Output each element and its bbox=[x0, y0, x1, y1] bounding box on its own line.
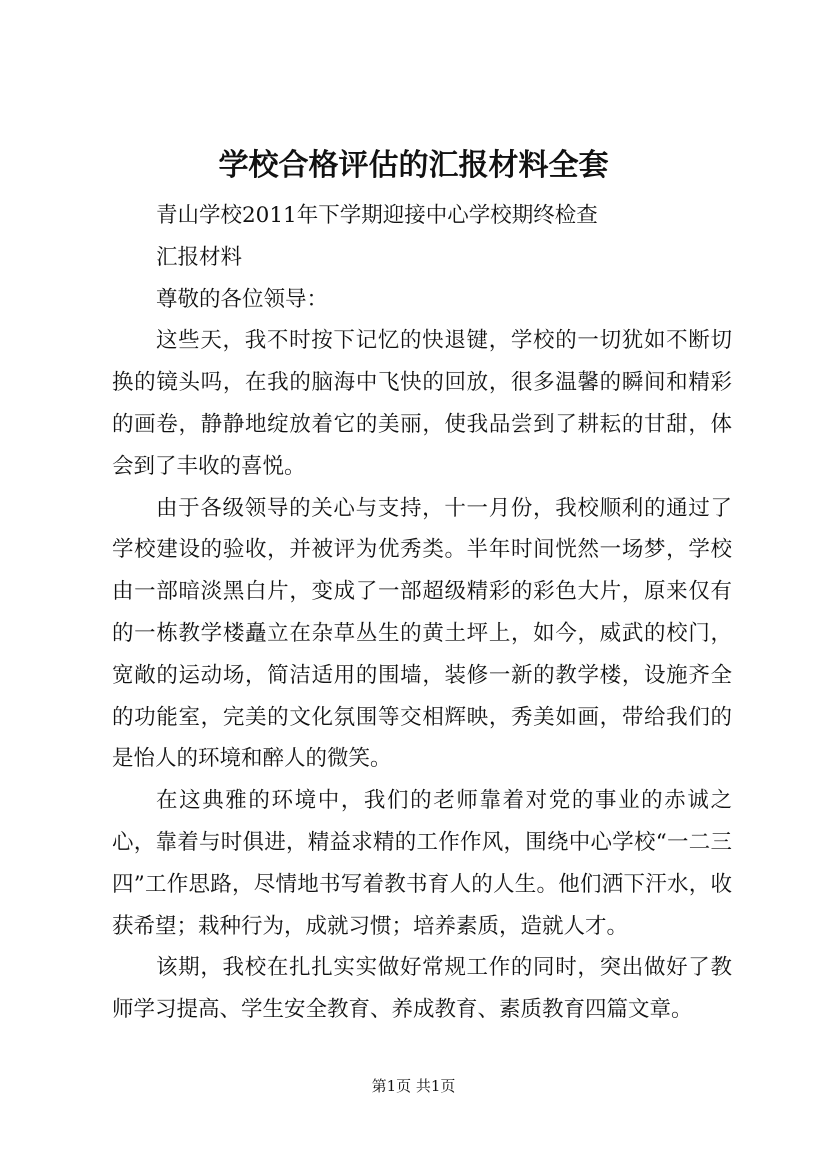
document-title: 学校合格评估的汇报材料全套 bbox=[218, 148, 609, 183]
paragraph-salutation: 尊敬的各位领导： bbox=[156, 286, 329, 312]
paragraph-body-2: 由于各级领导的关心与支持，十一月份，我校顺利的通过了学校建设的验收，并被评为优秀类。半年时间恍然一场梦，学校由一部暗淡黑白片，变成了一部超级精彩的彩色大片，原来仅有的一栋教学楼矗立在杂草丛生的黄土坪上，如今，威武的校门，宽敞的运动场，简洁适用的围墙，装修一新的教学楼，设施齐全的功能室，完美的文化氛围等交相辉映，秀美如画，带给我们的是怡人的环境和醉人的微笑。 bbox=[112, 495, 732, 772]
paragraph-body-1: 这些天，我不时按下记忆的快退键，学校的一切犹如不断切换的镜头吗，在我的脑海中飞快的回放，很多温馨的瞬间和精彩的画卷，静静地绽放着它的美丽，使我品尝到了耕耘的甘甜，体会到了丰收的喜悦。 bbox=[112, 328, 732, 479]
paragraph-body-3: 在这典雅的环境中，我们的老师靠着对党的事业的赤诚之心，靠着与时俱进，精益求精的工作作风，围绕中心学校“一二三四”工作思路，尽情地书写着教书育人的人生。他们洒下汗水，收获希望；栽种行为，成就习惯；培养素质，造就人才。 bbox=[112, 788, 732, 939]
page-footer: 第1页 共1页 bbox=[371, 1077, 456, 1095]
paragraph-body-4: 该期，我校在扎扎实实做好常规工作的同时，突出做好了教师学习提高、学生安全教育、养成教育、素质教育四篇文章。 bbox=[112, 955, 732, 1023]
paragraph-subtitle: 青山学校2011年下学期迎接中心学校期终检查 bbox=[156, 203, 598, 228]
paragraph-subtitle-continued: 汇报材料 bbox=[156, 244, 243, 270]
document-body bbox=[112, 195, 732, 1031]
